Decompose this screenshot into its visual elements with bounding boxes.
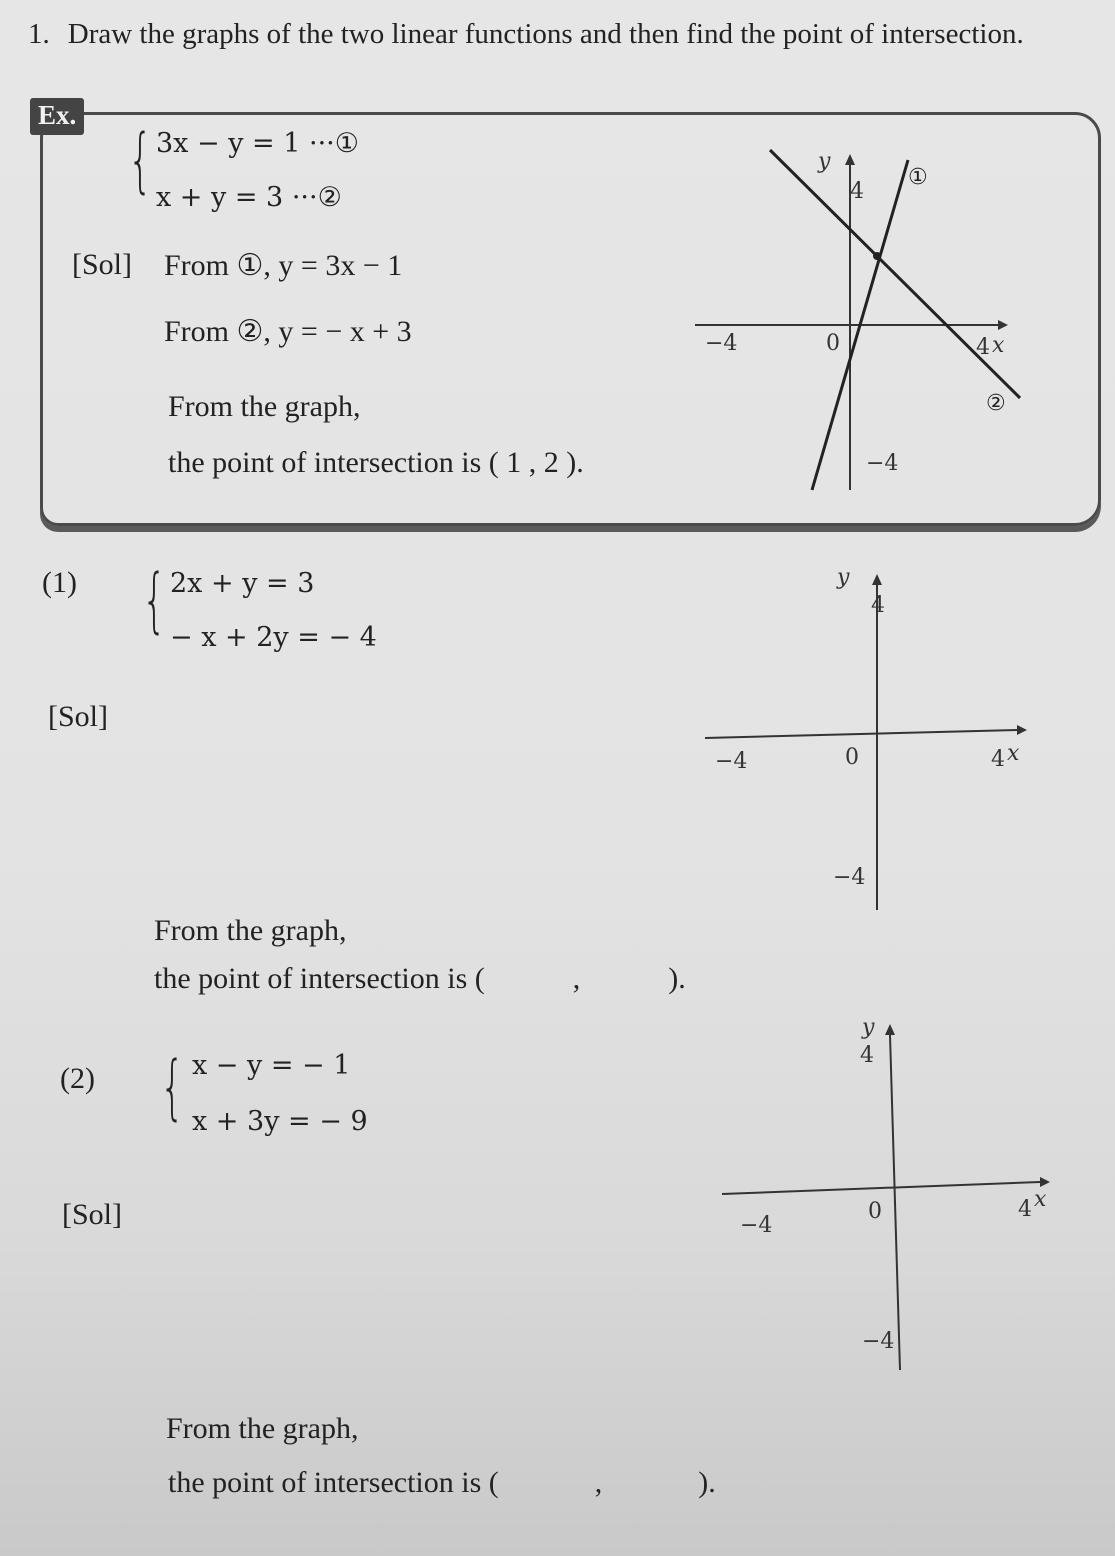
example-step-3: From the graph, (168, 390, 361, 423)
example-y-label: y (818, 149, 831, 174)
example-graph (690, 140, 1020, 500)
problem-1-answer (154, 962, 686, 996)
example-x-arrow-icon (998, 320, 1008, 330)
problem-1-y-label: y (837, 565, 850, 590)
problem-1-sol-label: [Sol] (48, 700, 108, 733)
problem-1-y-arrow-icon (872, 574, 882, 585)
example-y-tick-bottom: −4 (866, 451, 899, 476)
problem-1-y-tick-bottom: −4 (833, 865, 866, 890)
problem-1-answer-comma: , (572, 962, 581, 995)
problem-2-y-arrow-icon (885, 1024, 895, 1035)
question-title (28, 18, 1024, 51)
problem-1-equation-2: − x + 2y = − 4 (170, 622, 377, 653)
example-brace: { (128, 119, 153, 201)
problem-1-x-axis (705, 730, 1017, 738)
problem-1-equation-1: 2x + y = 3 (170, 568, 315, 599)
problem-1-from-graph: From the graph, (154, 914, 347, 947)
problem-1-origin: 0 (845, 745, 859, 770)
problem-2-number: (2) (60, 1062, 95, 1095)
example-equation-2: x + y = 3 ···② (156, 182, 342, 213)
problem-2-answer (168, 1466, 716, 1500)
problem-1-x-tick-right: 4 (991, 747, 1005, 772)
problem-2-y-tick-top: 4 (860, 1043, 874, 1068)
example-x-label: x (992, 333, 1005, 358)
problem-1-x-arrow-icon (1017, 725, 1027, 735)
problem-2-sol-label: [Sol] (62, 1198, 122, 1231)
problem-2-y-axis (890, 1035, 900, 1370)
problem-2-graph[interactable] (722, 1010, 1062, 1380)
example-step-2: From ②, y = − x + 3 (164, 315, 412, 348)
example-answer: the point of intersection is ( 1 , 2 ). (168, 446, 584, 479)
problem-1-x-label: x (1007, 741, 1020, 766)
problem-2-answer-comma: , (594, 1466, 603, 1499)
problem-1-number: (1) (42, 566, 77, 599)
example-x-tick-right: 4 (976, 335, 990, 360)
problem-2-x-tick-left: −4 (740, 1213, 773, 1238)
problem-2-origin: 0 (868, 1199, 882, 1224)
example-y-tick-top: 4 (850, 179, 864, 204)
example-line-2-marker: ② (986, 391, 1006, 416)
problem-2-y-tick-bottom: −4 (862, 1329, 895, 1354)
example-intersection-point (873, 252, 881, 260)
problem-2-equation-2: x + 3y = − 9 (192, 1106, 368, 1137)
example-line-2 (770, 150, 1020, 398)
example-origin: 0 (826, 331, 840, 356)
example-badge: Ex. (30, 98, 84, 135)
question-text: Draw the graphs of the two linear functions and then find the point of intersection. (67, 18, 1024, 50)
example-line-1-marker: ① (908, 165, 928, 190)
example-x-tick-left: −4 (705, 331, 738, 356)
problem-2-x-label: x (1034, 1187, 1047, 1212)
problem-2-x-arrow-icon (1040, 1177, 1050, 1187)
problem-2-equation-1: x − y = − 1 (192, 1050, 351, 1081)
example-equation-1: 3x − y = 1 ···① (156, 128, 359, 159)
question-number: 1. (28, 18, 50, 50)
example-y-arrow-icon (845, 154, 855, 165)
problem-2-from-graph: From the graph, (166, 1412, 359, 1445)
problem-2-answer-suffix: ). (698, 1466, 716, 1499)
problem-2-brace: { (160, 1046, 185, 1128)
example-sol-label: [Sol] (72, 248, 132, 281)
problem-2-y-label: y (862, 1015, 875, 1040)
problem-1-graph[interactable] (705, 560, 1035, 920)
problem-1-y-tick-top: 4 (871, 593, 885, 618)
problem-2-x-tick-right: 4 (1018, 1197, 1032, 1222)
problem-1-answer-prefix: the point of intersection is ( (154, 962, 485, 995)
problem-1-x-tick-left: −4 (715, 749, 748, 774)
example-step-1: From ①, y = 3x − 1 (164, 249, 403, 282)
problem-1-brace: { (142, 559, 167, 641)
problem-2-x-axis (722, 1182, 1040, 1194)
problem-2-answer-prefix: the point of intersection is ( (168, 1466, 499, 1499)
problem-1-answer-suffix: ). (668, 962, 686, 995)
